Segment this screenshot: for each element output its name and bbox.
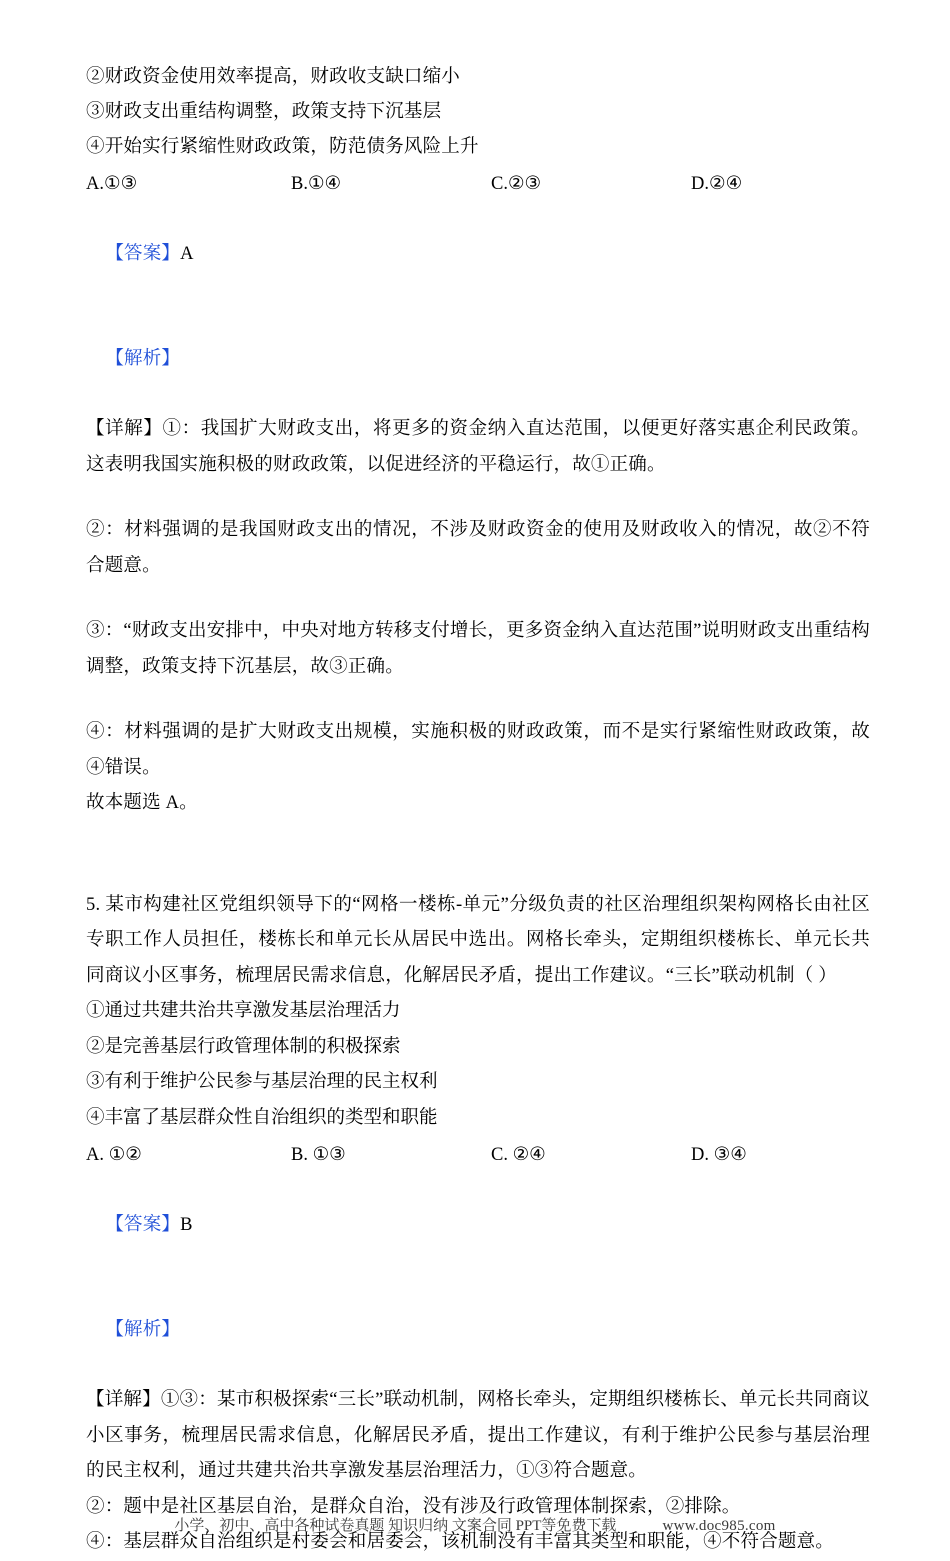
spacer xyxy=(86,584,870,614)
q4-detail-paragraph-4: ④：材料强调的是扩大财政支出规模，实施积极的财政政策，而不是实行紧缩性财政政策，故④错误。 xyxy=(86,722,870,778)
spacer xyxy=(86,685,870,715)
q4-option-c[interactable]: C.②③ xyxy=(491,174,542,194)
q5-options xyxy=(86,1138,870,1173)
q5-detail-paragraph-3: ④：基层群众自治组织是村委会和居委会，该机制没有丰富其类型和职能，④不符合题意。 xyxy=(86,1532,835,1552)
q4-answer-value: A xyxy=(180,244,194,264)
q5-option-c[interactable]: C. ②④ xyxy=(491,1145,546,1165)
q5-option-b[interactable]: B. ①③ xyxy=(291,1145,346,1165)
q4-answer-row xyxy=(86,202,870,307)
q5-statement-1: ①通过共建共治共享激发基层治理活力 xyxy=(86,1001,401,1021)
footer-left-text: 小学、初中、高中各种试卷真题 知识归纳 文案合同 PPT等免费下载 xyxy=(174,1517,617,1534)
q5-statement-2: ②是完善基层行政管理体制的积极探索 xyxy=(86,1036,401,1057)
q4-statement-4: ④开始实行紧缩性财政政策，防范债务风险上升 xyxy=(86,137,479,157)
q5-detail-paragraph-1: 【详解】①③：某市积极探索“三长”联动机制，网格长牵头，定期组织楼栋长、单元长共同商议小区事务，梳理居民需求信息，化解居民矛盾，提出工作建议，有利于维护公民参与基层治理的民主权利，通过共建共治共享激发基层治理活力，①③符合题意。 xyxy=(86,1390,870,1481)
q5-option-a[interactable]: A. ①② xyxy=(86,1145,142,1165)
q5-statement-4: ④丰富了基层群众性自治组织的类型和职能 xyxy=(86,1107,438,1128)
q4-detail-paragraph-5: 故本题选 A。 xyxy=(86,793,198,813)
spacer xyxy=(86,483,870,513)
q5-statement-3: ③有利于维护公民参与基层治理的民主权利 xyxy=(86,1072,438,1092)
q4-detail-paragraph-2: ②：材料强调的是我国财政支出的情况，不涉及财政资金的使用及财政收入的情况，故②不符合题意。 xyxy=(86,520,870,576)
q5-detail-paragraph-2: ②：题中是社区基层自治，是群众自治，没有涉及行政管理体制探索，②排除。 xyxy=(86,1496,741,1517)
q4-option-d[interactable]: D.②④ xyxy=(691,174,743,194)
q4-statement-3: ③财政支出重结构调整，政策支持下沉基层 xyxy=(86,102,442,122)
q4-options xyxy=(86,167,870,202)
q4-detail-paragraph-3: ③：“财政支出安排中，中央对地方转移支付增长，更多资金纳入直达范围”说明财政支出重结构调整，政策支持下沉基层，故③正确。 xyxy=(86,621,870,677)
q5-option-d[interactable]: D. ③④ xyxy=(691,1145,747,1165)
q4-option-a[interactable]: A.①③ xyxy=(86,174,138,194)
spacer xyxy=(86,866,870,884)
q4-statement-2: ②财政资金使用效率提高，财政收支缺口缩小 xyxy=(86,67,461,87)
q5-analysis-row xyxy=(86,1278,870,1383)
q5-stem: 5. 某市构建社区党组织领导下的“网格一楼栋-单元”分级负责的社区治理组织架构网格长由社区专职工作人员担任，楼栋长和单元长从居民中选出。网格长牵头，定期组织楼栋长、单元长共同商议小区事务，梳理居民需求信息，化解居民矛盾，提出工作建议。“三长”联动机制（ ） xyxy=(86,894,870,986)
q5-answer-row xyxy=(86,1173,870,1278)
q4-detail-paragraph-1: 【详解】①：我国扩大财政支出，将更多的资金纳入直达范围，以便更好落实惠企利民政策。这表明我国实施积极的财政政策，以促进经济的平稳运行，故①正确。 xyxy=(86,419,870,475)
q4-analysis-row xyxy=(86,307,870,412)
q5-answer-label: 【答案】 xyxy=(105,1215,181,1235)
q5-analysis-label: 【解析】 xyxy=(105,1320,181,1340)
footer-site-link[interactable]: www.doc985.com xyxy=(662,1517,776,1534)
q4-option-b[interactable]: B.①④ xyxy=(291,174,342,194)
q4-answer-label: 【答案】 xyxy=(105,244,181,264)
q4-analysis-label: 【解析】 xyxy=(105,349,181,369)
spacer xyxy=(86,822,870,866)
q5-answer-value: B xyxy=(180,1215,193,1235)
page-footer xyxy=(0,1514,950,1535)
